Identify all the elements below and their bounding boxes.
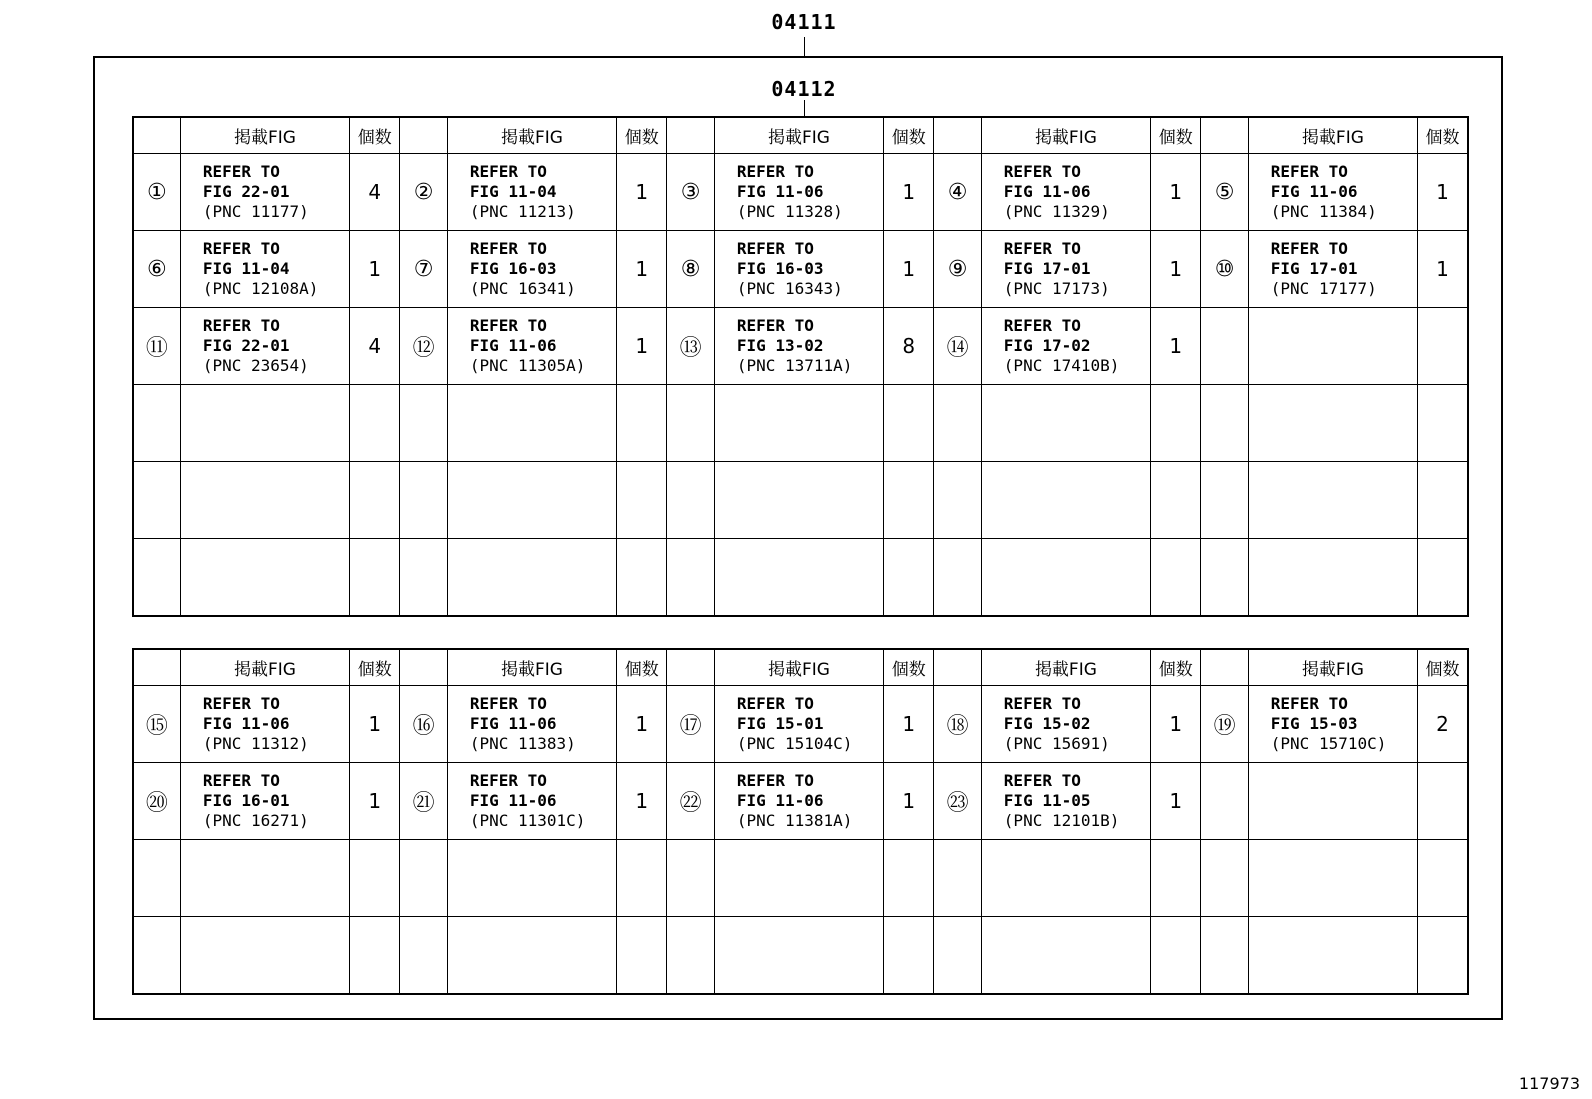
table-row xyxy=(133,840,1468,917)
item-number xyxy=(1201,308,1248,385)
quantity-cell: 1 xyxy=(350,763,400,840)
header-num-cell xyxy=(667,117,714,154)
quantity-cell xyxy=(350,840,400,917)
reference-cell xyxy=(714,539,883,617)
header-num-cell xyxy=(133,649,180,686)
refer-to-text: REFER TO xyxy=(1003,162,1081,181)
fig-reference: FIG 11-05 xyxy=(1003,791,1091,810)
refer-to-text: REFER TO xyxy=(469,162,547,181)
reference-cell xyxy=(180,385,349,462)
item-number xyxy=(934,840,981,917)
reference-cell xyxy=(447,763,616,840)
quantity-cell: 1 xyxy=(884,763,934,840)
fig-reference: FIG 17-01 xyxy=(1003,259,1091,278)
reference-cell xyxy=(714,763,883,840)
quantity-cell xyxy=(617,539,667,617)
pnc-reference: (PNC 11328) xyxy=(736,202,843,221)
quantity-cell xyxy=(617,462,667,539)
item-number: ② xyxy=(400,154,447,231)
quantity-cell: 1 xyxy=(1151,231,1201,308)
header-num-cell xyxy=(1201,117,1248,154)
quantity-cell: 8 xyxy=(884,308,934,385)
refer-to-text: REFER TO xyxy=(202,694,280,713)
quantity-cell xyxy=(884,917,934,995)
reference-cell xyxy=(447,231,616,308)
reference-cell xyxy=(981,763,1150,840)
item-number: ⑦ xyxy=(400,231,447,308)
item-number xyxy=(400,917,447,995)
reference-cell xyxy=(714,462,883,539)
quantity-cell xyxy=(1418,308,1468,385)
pnc-reference: (PNC 16341) xyxy=(469,279,576,298)
reference-cell xyxy=(981,917,1150,995)
figure-id: 117973 xyxy=(1518,1074,1580,1093)
quantity-cell xyxy=(1151,840,1201,917)
fig-reference: FIG 11-06 xyxy=(1003,182,1091,201)
item-number xyxy=(400,462,447,539)
refer-to-text: REFER TO xyxy=(202,316,280,335)
fig-reference: FIG 16-03 xyxy=(469,259,557,278)
item-number xyxy=(934,462,981,539)
refer-to-text: REFER TO xyxy=(736,162,814,181)
header-num-cell xyxy=(667,649,714,686)
reference-cell xyxy=(714,231,883,308)
reference-cell xyxy=(1248,539,1417,617)
assembly-code-label: 04111 xyxy=(771,10,837,34)
fig-reference: FIG 11-06 xyxy=(736,791,824,810)
subassembly-leader-line xyxy=(804,100,805,116)
item-number xyxy=(133,462,180,539)
quantity-cell xyxy=(617,917,667,995)
reference-cell xyxy=(714,840,883,917)
refer-to-text: REFER TO xyxy=(736,316,814,335)
fig-reference: FIG 15-02 xyxy=(1003,714,1091,733)
fig-reference: FIG 11-06 xyxy=(469,336,557,355)
item-number xyxy=(1201,539,1248,617)
header-qty-cell: 個数 xyxy=(1418,117,1468,154)
header-fig-cell: 掲載FIG xyxy=(981,649,1150,686)
refer-to-text: REFER TO xyxy=(1003,316,1081,335)
refer-to-text: REFER TO xyxy=(1003,239,1081,258)
quantity-cell xyxy=(884,840,934,917)
pnc-reference: (PNC 12108A) xyxy=(202,279,319,298)
item-number xyxy=(667,385,714,462)
reference-cell xyxy=(180,763,349,840)
fig-reference: FIG 11-06 xyxy=(202,714,290,733)
reference-cell xyxy=(447,154,616,231)
item-number: ⑰ xyxy=(667,686,714,763)
quantity-cell xyxy=(617,385,667,462)
refer-to-text: REFER TO xyxy=(1270,694,1348,713)
fig-reference: FIG 22-01 xyxy=(202,182,290,201)
pnc-reference: (PNC 11305A) xyxy=(469,356,586,375)
table-row xyxy=(133,154,1468,231)
pnc-reference: (PNC 23654) xyxy=(202,356,309,375)
fig-reference: FIG 13-02 xyxy=(736,336,824,355)
item-number xyxy=(1201,840,1248,917)
quantity-cell: 1 xyxy=(617,763,667,840)
quantity-cell: 1 xyxy=(1151,308,1201,385)
item-number xyxy=(667,917,714,995)
refer-to-text: REFER TO xyxy=(202,771,280,790)
table-row xyxy=(133,308,1468,385)
header-fig-cell: 掲載FIG xyxy=(447,117,616,154)
quantity-cell: 4 xyxy=(350,308,400,385)
header-fig-cell: 掲載FIG xyxy=(1248,649,1417,686)
reference-cell xyxy=(447,462,616,539)
pnc-reference: (PNC 11329) xyxy=(1003,202,1110,221)
pnc-reference: (PNC 13711A) xyxy=(736,356,853,375)
item-number xyxy=(1201,917,1248,995)
fig-reference: FIG 16-01 xyxy=(202,791,290,810)
fig-reference: FIG 11-06 xyxy=(469,791,557,810)
item-number: ⑮ xyxy=(133,686,180,763)
item-number: ㉓ xyxy=(934,763,981,840)
item-number xyxy=(934,385,981,462)
reference-cell xyxy=(180,917,349,995)
table-row xyxy=(133,385,1468,462)
quantity-cell xyxy=(1418,917,1468,995)
reference-cell xyxy=(1248,385,1417,462)
refer-to-text: REFER TO xyxy=(469,316,547,335)
fig-reference: FIG 11-06 xyxy=(469,714,557,733)
item-number xyxy=(934,917,981,995)
item-number: ⑯ xyxy=(400,686,447,763)
pnc-reference: (PNC 11213) xyxy=(469,202,576,221)
item-number xyxy=(400,539,447,617)
reference-cell xyxy=(447,308,616,385)
reference-cell xyxy=(981,385,1150,462)
header-qty-cell: 個数 xyxy=(617,649,667,686)
quantity-cell: 1 xyxy=(617,154,667,231)
header-num-cell xyxy=(934,649,981,686)
quantity-cell: 1 xyxy=(617,231,667,308)
item-number xyxy=(1201,763,1248,840)
header-fig-cell: 掲載FIG xyxy=(714,649,883,686)
header-num-cell xyxy=(133,117,180,154)
quantity-cell xyxy=(1151,385,1201,462)
reference-cell xyxy=(714,154,883,231)
pnc-reference: (PNC 12101B) xyxy=(1003,811,1120,830)
fig-reference: FIG 17-02 xyxy=(1003,336,1091,355)
pnc-reference: (PNC 11384) xyxy=(1270,202,1377,221)
reference-cell xyxy=(180,539,349,617)
refer-to-text: REFER TO xyxy=(1270,162,1348,181)
pnc-reference: (PNC 15710C) xyxy=(1270,734,1387,753)
quantity-cell xyxy=(884,385,934,462)
pnc-reference: (PNC 11381A) xyxy=(736,811,853,830)
quantity-cell xyxy=(884,539,934,617)
item-number: ③ xyxy=(667,154,714,231)
quantity-cell: 1 xyxy=(884,231,934,308)
refer-to-text: REFER TO xyxy=(1003,694,1081,713)
fig-reference: FIG 11-06 xyxy=(1270,182,1358,201)
reference-cell xyxy=(447,686,616,763)
quantity-cell xyxy=(350,539,400,617)
reference-cell xyxy=(447,539,616,617)
header-qty-cell: 個数 xyxy=(1151,117,1201,154)
reference-cell xyxy=(981,154,1150,231)
item-number: ⑪ xyxy=(133,308,180,385)
item-number xyxy=(934,539,981,617)
header-fig-cell: 掲載FIG xyxy=(180,117,349,154)
quantity-cell: 1 xyxy=(617,686,667,763)
quantity-cell xyxy=(1151,917,1201,995)
reference-cell xyxy=(1248,840,1417,917)
reference-cell xyxy=(981,686,1150,763)
refer-to-text: REFER TO xyxy=(469,694,547,713)
reference-cell xyxy=(714,686,883,763)
header-qty-cell: 個数 xyxy=(350,117,400,154)
item-number: ⑬ xyxy=(667,308,714,385)
parts-table-upper xyxy=(132,116,1469,617)
reference-cell xyxy=(981,308,1150,385)
item-number xyxy=(667,462,714,539)
item-number: ⑲ xyxy=(1201,686,1248,763)
item-number xyxy=(133,840,180,917)
quantity-cell: 1 xyxy=(350,231,400,308)
item-number: ⑧ xyxy=(667,231,714,308)
header-qty-cell: 個数 xyxy=(350,649,400,686)
refer-to-text: REFER TO xyxy=(736,239,814,258)
header-num-cell xyxy=(934,117,981,154)
quantity-cell xyxy=(1151,462,1201,539)
quantity-cell xyxy=(350,462,400,539)
item-number xyxy=(400,840,447,917)
quantity-cell xyxy=(1418,840,1468,917)
reference-cell xyxy=(981,840,1150,917)
refer-to-text: REFER TO xyxy=(736,694,814,713)
quantity-cell: 1 xyxy=(1151,763,1201,840)
reference-cell xyxy=(1248,308,1417,385)
fig-reference: FIG 15-01 xyxy=(736,714,824,733)
item-number: ⑩ xyxy=(1201,231,1248,308)
item-number xyxy=(400,385,447,462)
pnc-reference: (PNC 16343) xyxy=(736,279,843,298)
item-number xyxy=(133,539,180,617)
item-number: ⑫ xyxy=(400,308,447,385)
header-fig-cell: 掲載FIG xyxy=(447,649,616,686)
item-number: ⑥ xyxy=(133,231,180,308)
reference-cell xyxy=(180,231,349,308)
item-number: ⑤ xyxy=(1201,154,1248,231)
quantity-cell: 1 xyxy=(884,154,934,231)
header-fig-cell: 掲載FIG xyxy=(180,649,349,686)
fig-reference: FIG 22-01 xyxy=(202,336,290,355)
subassembly-code-label: 04112 xyxy=(771,77,837,101)
item-number: ⑱ xyxy=(934,686,981,763)
table-header-row xyxy=(133,649,1468,686)
quantity-cell xyxy=(1418,539,1468,617)
fig-reference: FIG 11-04 xyxy=(469,182,557,201)
item-number xyxy=(133,917,180,995)
pnc-reference: (PNC 15691) xyxy=(1003,734,1110,753)
reference-cell xyxy=(1248,763,1417,840)
header-fig-cell: 掲載FIG xyxy=(981,117,1150,154)
pnc-reference: (PNC 15104C) xyxy=(736,734,853,753)
table-row xyxy=(133,763,1468,840)
item-number: ① xyxy=(133,154,180,231)
pnc-reference: (PNC 11312) xyxy=(202,734,309,753)
reference-cell xyxy=(1248,231,1417,308)
reference-cell xyxy=(714,917,883,995)
header-qty-cell: 個数 xyxy=(1151,649,1201,686)
pnc-reference: (PNC 11383) xyxy=(469,734,576,753)
item-number: ㉒ xyxy=(667,763,714,840)
quantity-cell: 1 xyxy=(617,308,667,385)
header-qty-cell: 個数 xyxy=(617,117,667,154)
quantity-cell: 1 xyxy=(1151,154,1201,231)
refer-to-text: REFER TO xyxy=(202,162,280,181)
quantity-cell xyxy=(350,917,400,995)
header-fig-cell: 掲載FIG xyxy=(1248,117,1417,154)
reference-cell xyxy=(1248,462,1417,539)
header-qty-cell: 個数 xyxy=(884,117,934,154)
quantity-cell: 4 xyxy=(350,154,400,231)
quantity-cell: 1 xyxy=(350,686,400,763)
assembly-leader-line xyxy=(804,37,805,56)
reference-cell xyxy=(447,840,616,917)
quantity-cell xyxy=(350,385,400,462)
item-number: ㉑ xyxy=(400,763,447,840)
table-row xyxy=(133,917,1468,995)
reference-cell xyxy=(1248,686,1417,763)
reference-cell xyxy=(1248,154,1417,231)
table-row xyxy=(133,686,1468,763)
reference-cell xyxy=(447,917,616,995)
header-qty-cell: 個数 xyxy=(1418,649,1468,686)
quantity-cell: 1 xyxy=(884,686,934,763)
header-num-cell xyxy=(400,649,447,686)
pnc-reference: (PNC 11177) xyxy=(202,202,309,221)
item-number xyxy=(667,539,714,617)
refer-to-text: REFER TO xyxy=(1003,771,1081,790)
quantity-cell xyxy=(1418,385,1468,462)
reference-cell xyxy=(714,385,883,462)
reference-cell xyxy=(714,308,883,385)
item-number: ⑭ xyxy=(934,308,981,385)
reference-cell xyxy=(180,154,349,231)
item-number: ④ xyxy=(934,154,981,231)
item-number: ⑨ xyxy=(934,231,981,308)
table-row xyxy=(133,539,1468,617)
quantity-cell xyxy=(617,840,667,917)
pnc-reference: (PNC 17410B) xyxy=(1003,356,1120,375)
refer-to-text: REFER TO xyxy=(736,771,814,790)
quantity-cell: 1 xyxy=(1418,231,1468,308)
pnc-reference: (PNC 11301C) xyxy=(469,811,586,830)
quantity-cell xyxy=(1418,763,1468,840)
refer-to-text: REFER TO xyxy=(469,239,547,258)
quantity-cell xyxy=(1418,462,1468,539)
pnc-reference: (PNC 17177) xyxy=(1270,279,1377,298)
reference-cell xyxy=(981,231,1150,308)
header-num-cell xyxy=(400,117,447,154)
table-row xyxy=(133,462,1468,539)
fig-reference: FIG 11-04 xyxy=(202,259,290,278)
quantity-cell xyxy=(884,462,934,539)
item-number xyxy=(1201,385,1248,462)
fig-reference: FIG 17-01 xyxy=(1270,259,1358,278)
pnc-reference: (PNC 16271) xyxy=(202,811,309,830)
fig-reference: FIG 11-06 xyxy=(736,182,824,201)
reference-cell xyxy=(180,308,349,385)
refer-to-text: REFER TO xyxy=(469,771,547,790)
refer-to-text: REFER TO xyxy=(1270,239,1348,258)
item-number xyxy=(1201,462,1248,539)
reference-cell xyxy=(180,462,349,539)
item-number: ⑳ xyxy=(133,763,180,840)
fig-reference: FIG 16-03 xyxy=(736,259,824,278)
quantity-cell: 1 xyxy=(1418,154,1468,231)
header-fig-cell: 掲載FIG xyxy=(714,117,883,154)
table-header-row xyxy=(133,117,1468,154)
header-num-cell xyxy=(1201,649,1248,686)
reference-cell xyxy=(180,686,349,763)
refer-to-text: REFER TO xyxy=(202,239,280,258)
header-qty-cell: 個数 xyxy=(884,649,934,686)
quantity-cell xyxy=(1151,539,1201,617)
reference-cell xyxy=(1248,917,1417,995)
table-row xyxy=(133,231,1468,308)
item-number xyxy=(667,840,714,917)
pnc-reference: (PNC 17173) xyxy=(1003,279,1110,298)
reference-cell xyxy=(981,539,1150,617)
fig-reference: FIG 15-03 xyxy=(1270,714,1358,733)
quantity-cell: 2 xyxy=(1418,686,1468,763)
reference-cell xyxy=(981,462,1150,539)
quantity-cell: 1 xyxy=(1151,686,1201,763)
reference-cell xyxy=(447,385,616,462)
reference-cell xyxy=(180,840,349,917)
parts-table-lower xyxy=(132,648,1469,995)
item-number xyxy=(133,385,180,462)
